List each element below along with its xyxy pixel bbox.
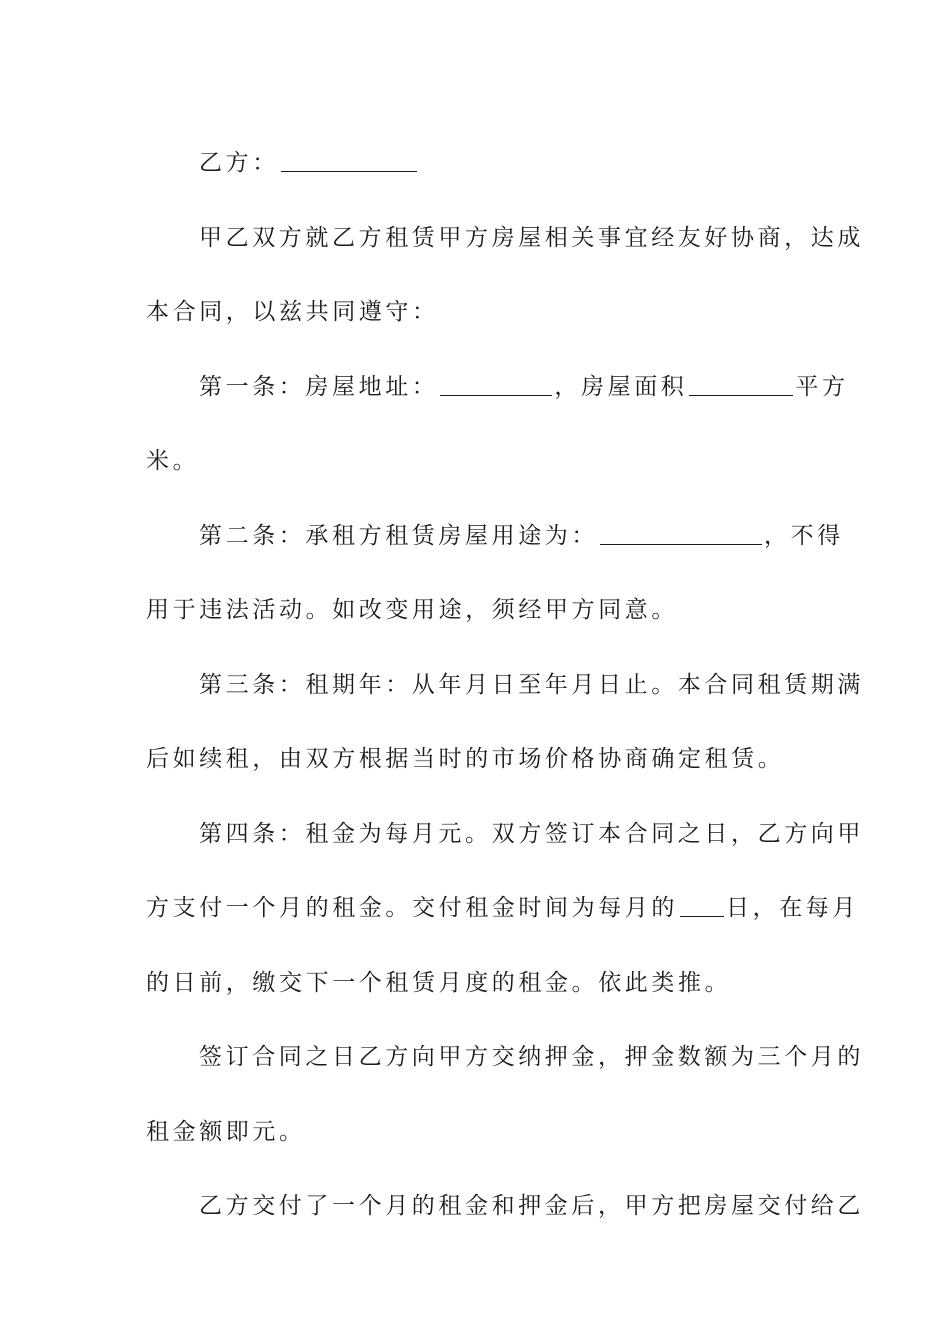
article-4 [146,797,864,1021]
article-4-payment-tail: 日，在每月 [726,895,859,921]
article-1-address-label: 第一条：房屋地址： [199,373,439,400]
party-b-label: 乙方： [199,150,279,176]
deposit-line-1: 签订合同之日乙方向甲方交纳押金，押金数额为三个月的 [199,1044,864,1070]
article-3-line-1: 第三条：租期年：从年月日至年月日止。本合同租赁期满 [199,671,864,698]
article-4-line-1: 第四条：租金为每月元。双方签订本合同之日，乙方向甲 [199,820,864,847]
article-1-line-2: 米。 [146,448,200,474]
payment-day-blank [680,894,724,917]
usage-blank [600,522,762,545]
article-1-line-1 [146,350,849,425]
handover-paragraph [146,1169,864,1244]
address-blank [440,373,552,396]
handover-line-1: 乙方交付了一个月的租金和押金后，甲方把房屋交付给乙 [199,1193,864,1219]
intro-line-2: 本合同，以兹共同遵守： [146,299,439,325]
article-1-area-label: ，房屋面积 [554,373,688,400]
article-2-usage-label: 第二条：承租方租赁房屋用途为： [199,522,598,549]
article-2 [146,499,844,648]
deposit-paragraph [146,1020,864,1169]
article-3 [146,648,864,797]
party-b-line [146,126,806,201]
article-1 [146,350,849,499]
intro-line-1: 甲乙双方就乙方租赁甲方房屋相关事宜经友好协商，达成 [199,224,864,251]
article-3-line-2: 后如续租，由双方根据当时的市场价格协商确定租赁。 [146,746,785,772]
party-b-blank [281,149,417,172]
article-2-tail: ，不得 [764,522,844,549]
deposit-line-2: 租金额即元。 [146,1118,306,1145]
article-4-payment-text: 方支付一个月的租金。交付租金时间为每月的 [146,895,678,921]
contract-body [146,126,864,1244]
area-blank [689,373,793,396]
article-2-line-2: 用于违法活动。如改变用途，须经甲方同意。 [146,597,678,623]
article-4-line-3: 的日前，缴交下一个租赁月度的租金。依此类推。 [146,969,732,996]
article-2-line-1 [146,499,844,574]
intro-paragraph [146,201,864,350]
article-4-line-2 [93,871,859,946]
article-1-unit: 平方 [795,373,849,400]
